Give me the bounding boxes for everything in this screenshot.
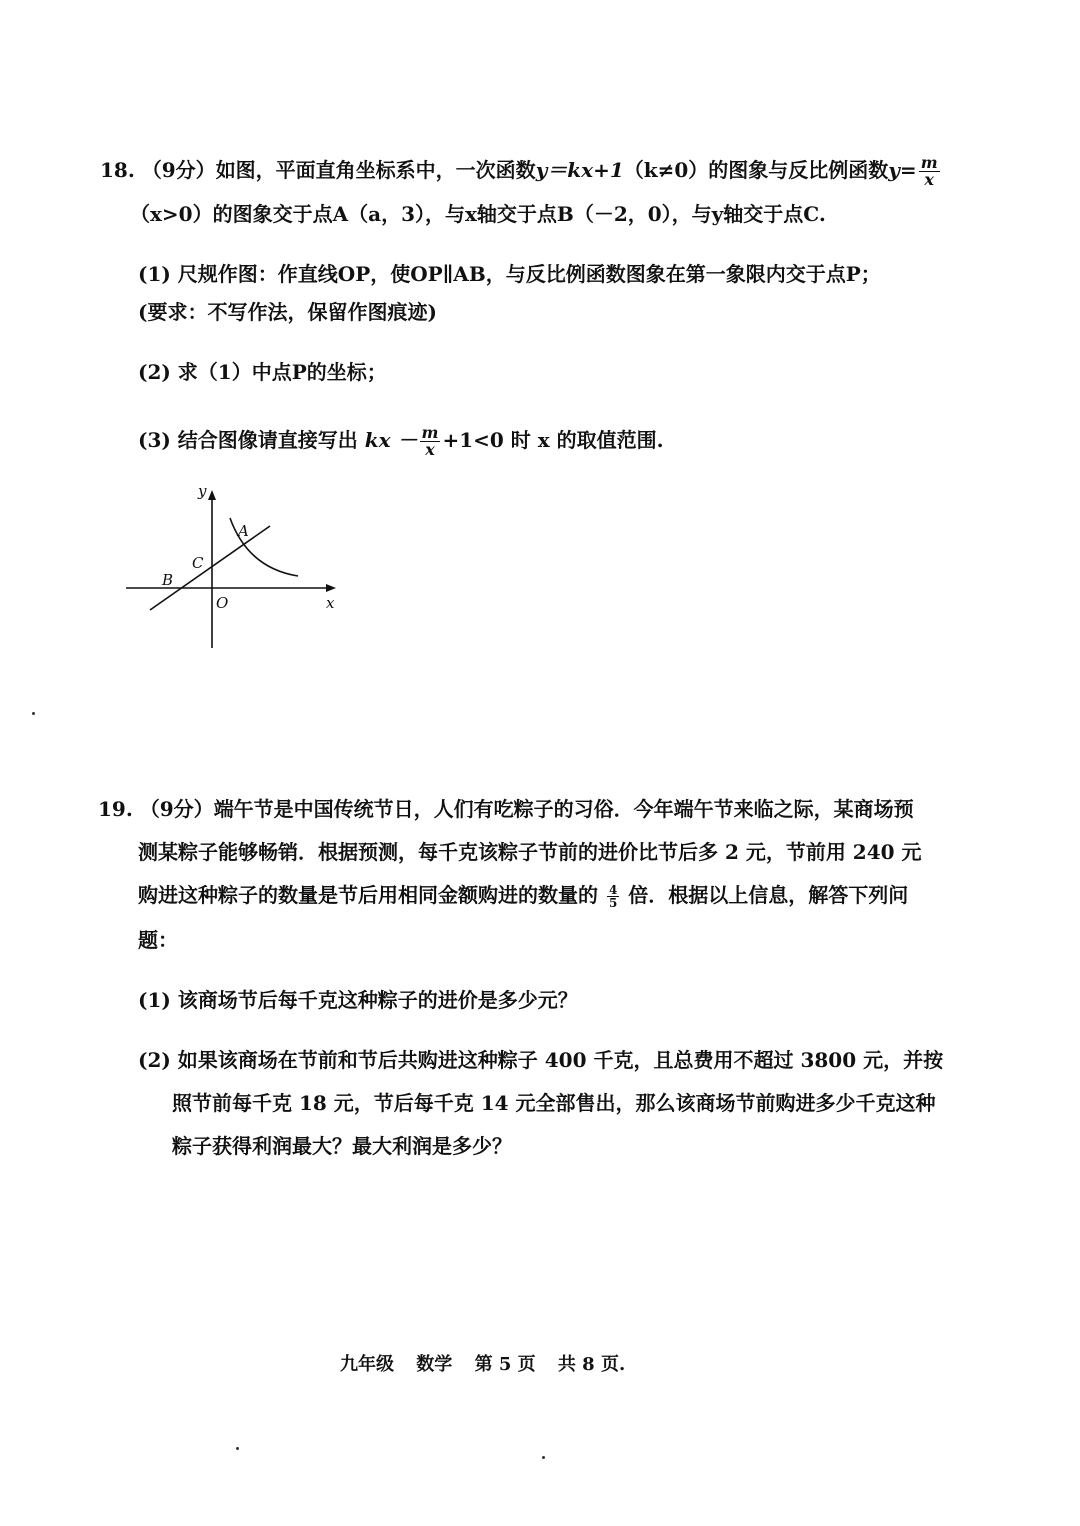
q18-part3-text-b: 时 x 的取值范围. — [510, 428, 664, 452]
q19-text-1: 端午节是中国传统节日，人们有吃粽子的习俗．今年端午节来临之际，某商场预 — [213, 797, 914, 821]
q18-part3-text-a: (3) 结合图像请直接写出 — [138, 428, 358, 452]
q19-line1 — [98, 795, 914, 823]
q18-part3-fraction — [420, 425, 441, 458]
q19-text-3a: 购进这种粽子的数量是节后用相同金额购进的数量的 — [138, 883, 598, 907]
q19-number: 19. — [98, 797, 133, 821]
q18-text-a: 如图，平面直角坐标系中，一次函数 — [215, 158, 536, 182]
coordinate-figure — [110, 478, 360, 658]
page-footer — [340, 1350, 641, 1376]
q18-part1-b: (要求：不写作法，保留作图痕迹) — [138, 300, 437, 324]
q18-fraction-denominator: x — [924, 170, 934, 189]
label-origin: O — [216, 594, 229, 612]
q19-part2-a: (2) 如果该商场在节前和节后共购进这种粽子 400 千克，且总费用不超过 3800 元，并按 — [138, 1048, 944, 1072]
q18-part3-fraction-denominator: x — [425, 440, 435, 459]
label-a: A — [238, 522, 249, 540]
q19-line2: 测某粽子能够畅销．根据预测，每千克该粽子节前的进价比节后多 2 元，节前用 240 元 — [138, 840, 922, 864]
q18-part1-a: (1) 尺规作图：作直线OP，使OP∥AB，与反比例函数图象在第一象限内交于点P； — [138, 262, 881, 286]
q18-score: （9分） — [141, 158, 216, 182]
x-axis-arrow — [326, 584, 336, 592]
q18-part3 — [138, 425, 664, 458]
q19-part2-b: 照节前每千克 18 元，节后每千克 14 元全部售出，那么该商场节前购进多少千克这种 — [172, 1091, 936, 1115]
footer-total: 共 8 页. — [557, 1354, 626, 1375]
q19-part1: (1) 该商场节后每千克这种粽子的进价是多少元？ — [138, 988, 578, 1012]
scan-speck — [236, 1447, 239, 1450]
q18-part3-fraction-numerator: m — [421, 423, 439, 442]
q18-text-b: 的图象与反比例函数 — [708, 158, 889, 182]
q18-line1 — [100, 155, 942, 188]
q19-fraction — [607, 884, 619, 909]
label-b: B — [162, 571, 174, 589]
q18-linear-expr: y＝kx+1 — [535, 158, 624, 182]
q18-number: 18. — [100, 158, 135, 182]
q19-score: （9分） — [139, 797, 214, 821]
q18-part2: (2) 求（1）中点P的坐标； — [138, 360, 387, 384]
line-ab — [150, 526, 270, 610]
label-y: y — [198, 482, 207, 500]
label-c: C — [192, 554, 204, 572]
scan-speck — [32, 712, 35, 715]
q18-part3-expr-right: +1<0 — [442, 428, 504, 452]
q19-part2-c: 粽子获得利润最大？最大利润是多少？ — [172, 1134, 512, 1158]
q19-line3 — [138, 881, 908, 909]
q19-fraction-denominator: 5 — [608, 896, 618, 910]
y-axis-arrow — [208, 490, 216, 500]
q18-k-condition: （k≠0） — [623, 158, 709, 182]
q18-line2: （x>0）的图象交于点A（a，3），与x轴交于点B（－2，0），与y轴交于点C. — [130, 202, 826, 226]
footer-subject: 数学 — [416, 1354, 453, 1375]
label-x: x — [326, 594, 335, 612]
scan-speck — [542, 1456, 545, 1459]
footer-page: 第 5 页 — [474, 1354, 536, 1375]
q18-part3-expr-left: kx － — [364, 428, 418, 452]
q19-fraction-numerator: 4 — [608, 883, 618, 897]
q18-inverse-lhs: y= — [888, 158, 917, 182]
q19-line4: 题： — [138, 928, 178, 952]
q18-fraction-numerator: m — [920, 153, 938, 172]
footer-grade: 九年级 — [340, 1354, 394, 1375]
q18-inverse-fraction — [919, 155, 940, 188]
q19-text-3b: 倍．根据以上信息，解答下列问 — [628, 883, 909, 907]
